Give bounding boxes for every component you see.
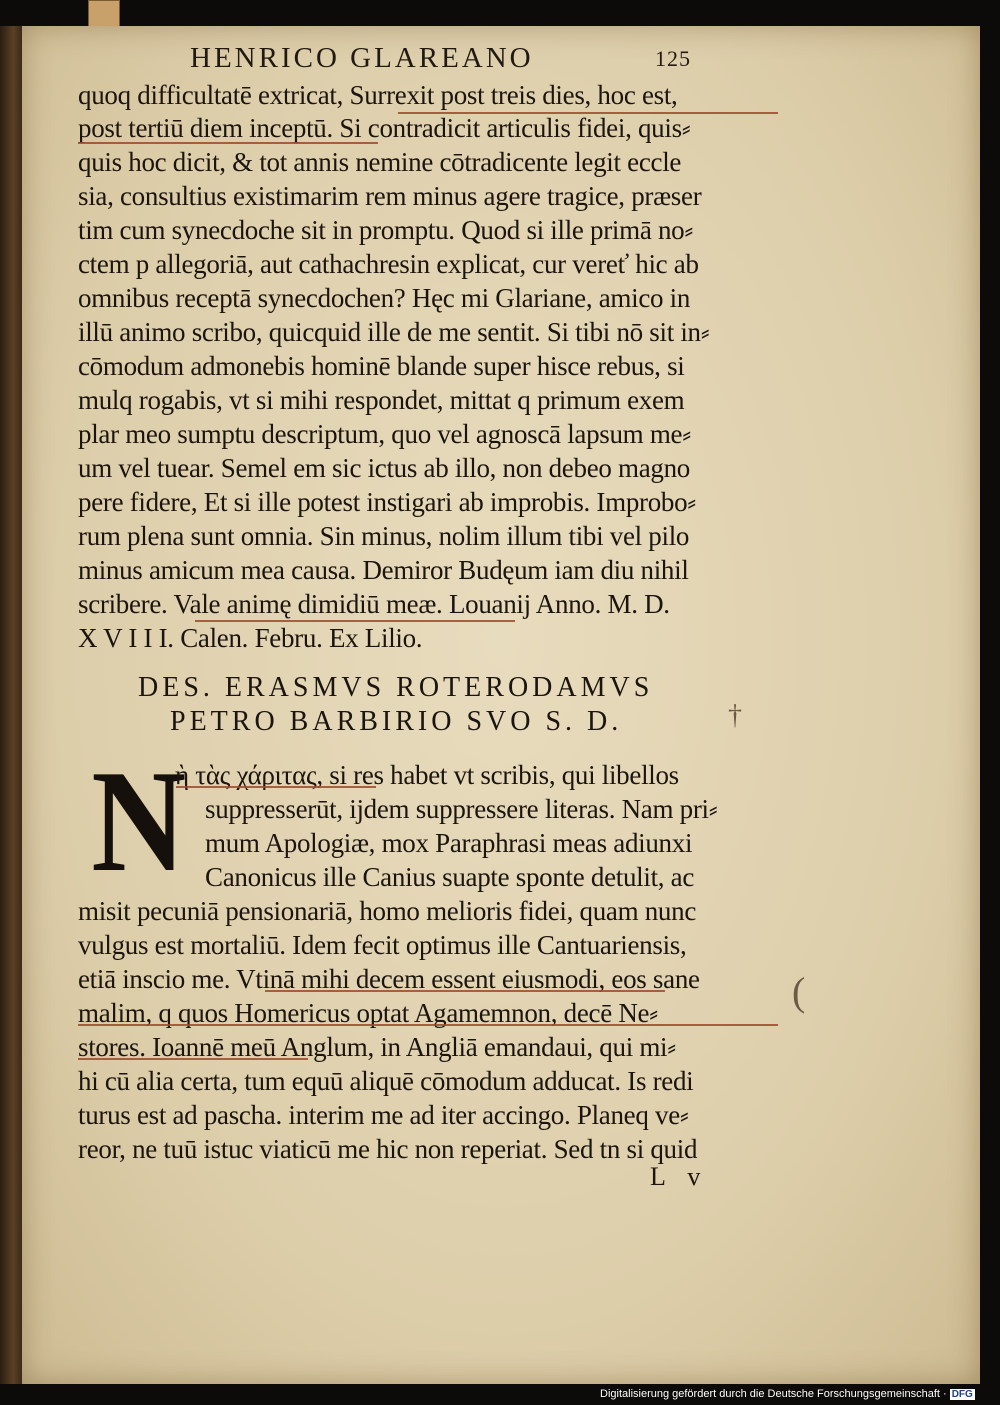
letter-heading: PETRO BARBIRIO SVO S. D. (170, 706, 623, 737)
body-line: mulq rogabis, vt si mihi respondet, mittat q primum exem (78, 385, 685, 415)
body-line: quis hoc dicit, & tot annis nemine cōtradicente legit eccle (78, 147, 682, 177)
marginal-mark: † (728, 700, 742, 731)
drop-cap: N (91, 740, 187, 902)
body-line: etiā inscio me. Vtinā mihi decem essent eiusmodi, eos sane (78, 964, 700, 994)
body-line: rum plena sunt omnia. Sin minus, nolim illum tibi vel pilo (78, 521, 690, 551)
dfg-logo: DFG (951, 1389, 973, 1400)
body-line: stores. Ioannē meū Anglum, in Angliā emandaui, qui mi⸗ (78, 1032, 676, 1062)
book-spine (0, 26, 22, 1384)
body-line: tim cum synecdoche sit in promptu. Quod si ille primā no⸗ (78, 215, 694, 245)
body-line: scribere. Vale animę dimidiū meæ. Louanij Anno. M. D. (78, 589, 670, 619)
body-line: turus est ad pascha. interim me ad iter accingo. Planeq ve⸗ (78, 1100, 689, 1130)
body-line: Canonicus ille Canius suapte sponte detulit, ac (205, 862, 695, 892)
signature-mark: L v (650, 1162, 709, 1191)
body-line: suppresserūt, ijdem suppressere literas. Nam pri⸗ (205, 794, 718, 824)
body-line: malim, q quos Homericus optat Agamemnon, decē Ne⸗ (78, 998, 658, 1028)
folio-number: 125 (655, 46, 691, 71)
ink-underline (195, 620, 515, 622)
body-line: sia, consultius existimarim rem minus agere tragice, præser (78, 181, 702, 211)
marginal-bracket: ( (792, 969, 806, 1014)
body-line: plar meo sumptu descriptum, quo vel agnoscā lapsum me⸗ (78, 419, 691, 449)
ink-underline (78, 1024, 778, 1026)
body-line: minus amicum mea causa. Demiror Budęum iam diu nihil (78, 555, 689, 585)
footer-text: Digitalisierung gefördert durch die Deutsche Forschungsgemeinschaft · (600, 1388, 947, 1400)
body-line: vulgus est mortaliū. Idem fecit optimus ille Cantuariensis, (78, 930, 687, 960)
ink-underline (78, 142, 378, 144)
body-line: reor, ne tuū istuc viaticū me hic non reperiat. Sed tn si quid (78, 1134, 698, 1164)
ink-underline (265, 990, 665, 992)
body-line: post tertiū diem inceptū. Si contradicit articulis fidei, quis⸗ (78, 113, 691, 143)
body-line: omnibus receptā synecdochen? Hęc mi Glariane, amico in (78, 283, 691, 313)
body-line: X V I I I. Calen. Febru. Ex Lilio. (78, 623, 423, 653)
body-line: hi cū alia certa, tum equū aliquē cōmodum adducat. Is redi (78, 1066, 694, 1096)
ink-underline (78, 1058, 308, 1060)
running-head: HENRICO GLAREANO (190, 42, 534, 74)
body-line: illū animo scribo, quicquid ille de me sentit. Si tibi nō sit in⸗ (78, 317, 710, 347)
body-line: cōmodum admonebis hominē blande super hisce rebus, si (78, 351, 685, 381)
body-line: mum Apologiæ, mox Paraphrasi meas adiunxi (205, 828, 693, 858)
body-line: misit pecuniā pensionariā, homo melioris fidei, quam nunc (78, 896, 697, 926)
ink-underline (176, 786, 376, 788)
body-line: quoq difficultatē extricat, Surrexit post treis dies, hoc est, (78, 80, 678, 110)
body-line: pere fidere, Et si ille potest instigari ab improbis. Improbo⸗ (78, 487, 696, 517)
letter-heading: DES. ERASMVS ROTERODAMVS (138, 672, 654, 703)
body-line: um vel tuear. Semel em sic ictus ab illo, non debeo magno (78, 453, 691, 483)
digitization-footer (600, 1388, 975, 1400)
body-line: ctem p allegoriā, aut cathachresin explicat, cur vereť hic ab (78, 249, 699, 279)
ink-underline (398, 112, 778, 114)
body-line: ὴ τὰς χάριτας, si res habet vt scribis, qui libellos (175, 760, 679, 790)
